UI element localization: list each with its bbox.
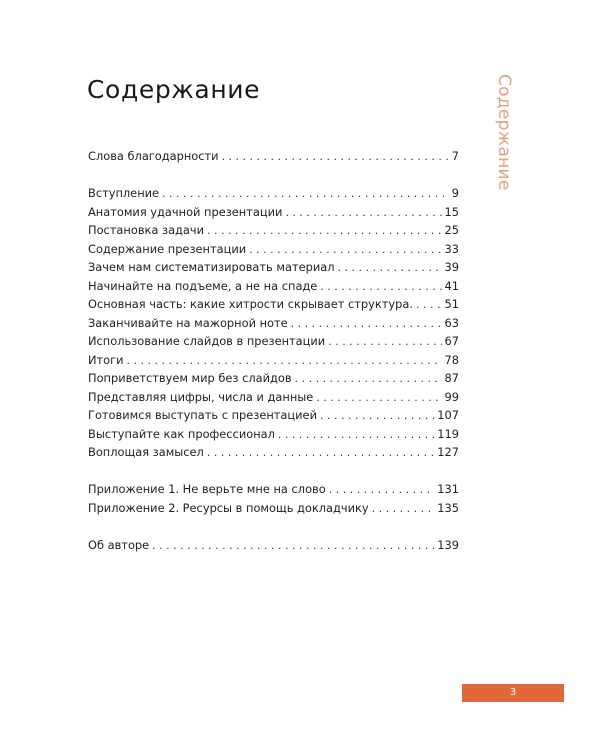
toc-entry[interactable] [88, 314, 459, 333]
toc-entry-label: Основная часть: какие хитрости скрывает структура. [88, 297, 413, 311]
toc-entry-page: 127 [437, 445, 459, 459]
toc-entry-label: Содержание презентации [88, 241, 247, 256]
toc-entry[interactable] [88, 499, 459, 518]
toc-entry-page: 63 [444, 315, 459, 330]
toc-entry[interactable] [88, 147, 459, 166]
toc-entry[interactable] [88, 221, 459, 240]
toc-entry-page: 135 [437, 500, 459, 515]
table-of-contents [88, 147, 459, 573]
toc-entry-page: 51 [444, 297, 459, 311]
toc-entry[interactable] [88, 406, 459, 425]
toc-entry-label: Итоги [88, 352, 124, 367]
toc-entry-label: Готовимся выступать с презентацией [88, 408, 317, 422]
toc-entry-label: Приложение 1. Не верьте мне на слово [88, 482, 326, 496]
page-number-badge: 3 [462, 684, 564, 702]
toc-group-front [88, 147, 459, 166]
toc-entry-page: 39 [444, 260, 459, 274]
toc-entry-label: Представляя цифры, числа и данные [88, 389, 314, 404]
dot-leader [320, 278, 441, 296]
dot-leader [222, 148, 449, 166]
dot-leader [328, 333, 441, 351]
toc-entry-page: 78 [444, 352, 459, 367]
dot-leader [278, 426, 434, 444]
toc-entry-label: Анатомия удачной презентации [88, 204, 283, 219]
toc-entry[interactable] [88, 295, 459, 314]
toc-entry-page: 99 [444, 389, 459, 404]
toc-entry-label: Воплощая замысел [88, 445, 204, 459]
toc-entry-page: 33 [444, 241, 459, 256]
toc-entry[interactable] [88, 443, 459, 462]
toc-entry-page: 41 [444, 278, 459, 293]
toc-entry-label: Постановка задачи [88, 223, 205, 237]
dot-leader [285, 204, 441, 222]
side-running-title: Содержание [494, 74, 514, 191]
dot-leader [329, 481, 435, 499]
toc-entry-label: Использование слайдов в презентации [88, 334, 326, 348]
page-title: Содержание [87, 75, 261, 104]
dot-leader [249, 241, 441, 259]
toc-group-about [88, 536, 459, 555]
toc-entry-label: Приложение 2. Ресурсы в помощь докладчику [88, 500, 369, 515]
dot-leader [162, 185, 449, 203]
toc-entry-page: 15 [444, 204, 459, 219]
toc-entry[interactable] [88, 203, 459, 222]
toc-entry[interactable] [88, 332, 459, 351]
toc-entry-page: 131 [437, 482, 459, 496]
toc-entry-page: 7 [451, 149, 459, 163]
toc-entry-label: Заканчивайте на мажорной ноте [88, 315, 288, 330]
dot-leader [207, 222, 441, 240]
dot-leader [152, 537, 434, 555]
toc-entry[interactable] [88, 388, 459, 407]
toc-entry[interactable] [88, 240, 459, 259]
dot-leader [291, 315, 442, 333]
dot-leader [416, 296, 442, 314]
toc-entry[interactable] [88, 351, 459, 370]
toc-entry-label: Вступление [88, 186, 160, 200]
toc-group-appendices [88, 480, 459, 517]
toc-entry-page: 139 [437, 537, 459, 552]
dot-leader [372, 500, 435, 518]
toc-entry-label: Об авторе [88, 537, 150, 552]
toc-entry-label: Слова благодарности [88, 149, 219, 163]
dot-leader [127, 352, 442, 370]
toc-entry-label: Выступайте как профессионал [88, 426, 275, 441]
toc-entry[interactable] [88, 184, 459, 203]
toc-entry-page: 87 [444, 371, 459, 385]
dot-leader [295, 370, 442, 388]
dot-leader [338, 259, 442, 277]
toc-entry[interactable] [88, 480, 459, 499]
toc-entry[interactable] [88, 369, 459, 388]
dot-leader [207, 444, 434, 462]
toc-entry-label: Начинайте на подъеме, а не на спаде [88, 278, 318, 293]
toc-entry[interactable] [88, 536, 459, 555]
dot-leader [316, 389, 441, 407]
toc-entry-page: 119 [437, 426, 459, 441]
toc-entry-page: 25 [444, 223, 459, 237]
toc-entry-page: 67 [444, 334, 459, 348]
toc-entry[interactable] [88, 277, 459, 296]
toc-entry[interactable] [88, 258, 459, 277]
toc-entry-label: Поприветствуем мир без слайдов [88, 371, 292, 385]
dot-leader [320, 407, 434, 425]
toc-entry-label: Зачем нам систематизировать материал [88, 260, 335, 274]
toc-group-main [88, 184, 459, 462]
toc-entry-page: 9 [451, 186, 459, 200]
toc-entry[interactable] [88, 425, 459, 444]
toc-entry-page: 107 [437, 408, 459, 422]
